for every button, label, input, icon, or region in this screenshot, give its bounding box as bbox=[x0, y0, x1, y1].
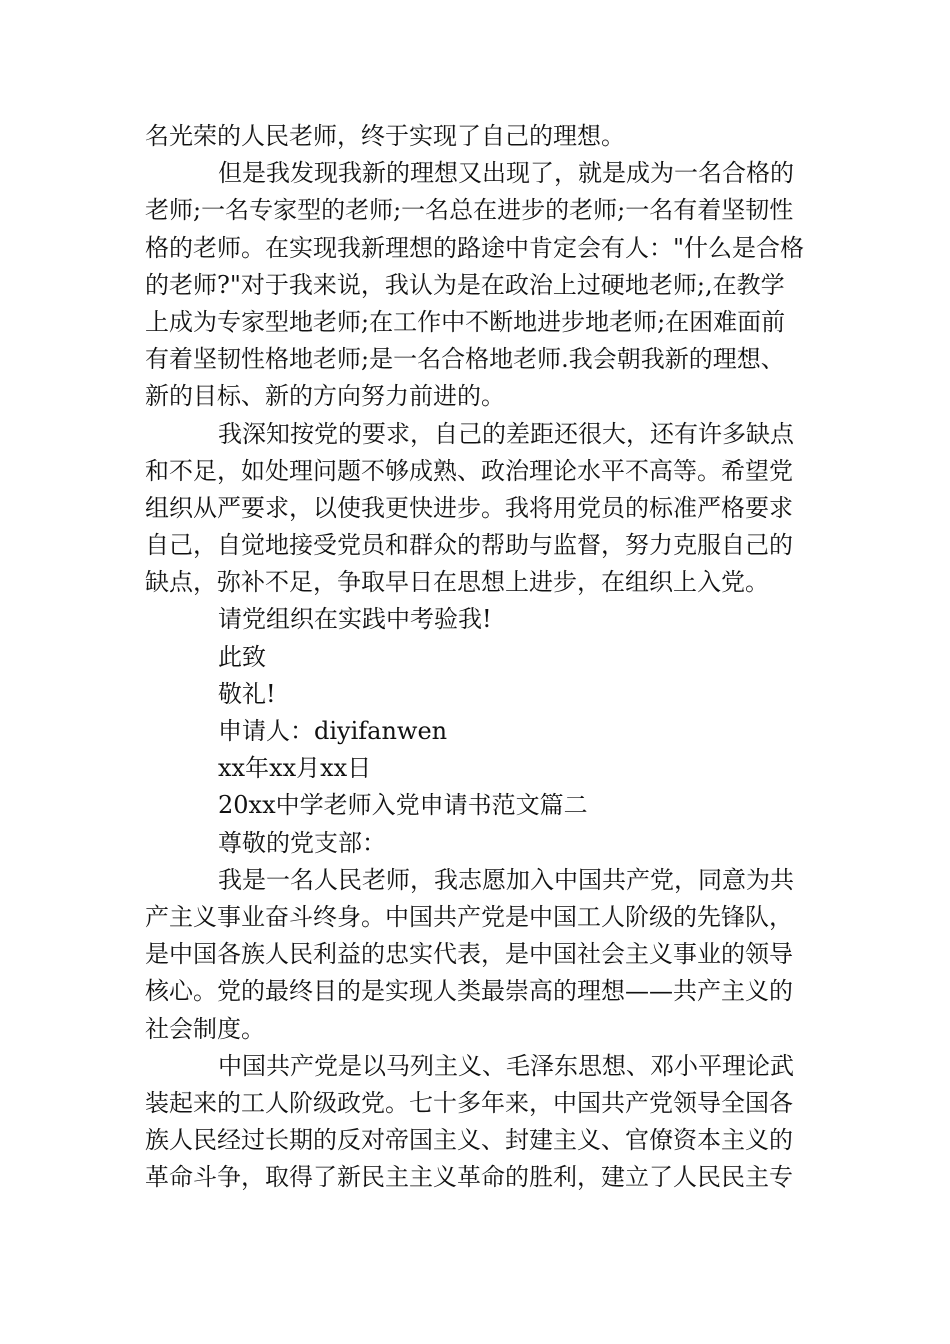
text-line: 20xx中学老师入党申请书范文篇二 bbox=[218, 791, 588, 820]
text-line: 组织从严要求，以使我更快进步。我将用党员的标准严格要求 bbox=[145, 493, 793, 522]
text-line: 老师;一名专家型的老师;一名总在进步的老师;一名有着坚韧性 bbox=[145, 196, 794, 225]
text-line: 名光荣的人民老师，终于实现了自己的理想。 bbox=[145, 122, 625, 150]
text-line: 我是一名人民老师，我志愿加入中国共产党，同意为共 bbox=[218, 865, 794, 894]
text-line: 请党组织在实践中考验我! bbox=[218, 605, 492, 634]
text-line: 有着坚韧性格地老师;是一名合格地老师.我会朝我新的理想、 bbox=[145, 345, 785, 374]
text-line: 装起来的工人阶级政党。七十多年来，中国共产党领导全国各 bbox=[145, 1088, 793, 1117]
text-line: 敬礼! bbox=[218, 679, 276, 708]
text-line: 核心。党的最终目的是实现人类最崇高的理想——共产主义的 bbox=[145, 977, 793, 1006]
text-line: 此致 bbox=[218, 642, 266, 671]
text-line: 族人民经过长期的反对帝国主义、封建主义、官僚资本主义的 bbox=[145, 1126, 793, 1155]
text-line: xx年xx月xx日 bbox=[218, 754, 372, 783]
text-line: 格的老师。在实现我新理想的路途中肯定会有人："什么是合格 bbox=[145, 233, 805, 262]
document-body bbox=[145, 118, 805, 1196]
text-line: 新的目标、新的方向努力前进的。 bbox=[145, 382, 505, 411]
text-line: 申请人：diyifanwen bbox=[218, 717, 448, 745]
text-line: 尊敬的党支部： bbox=[218, 828, 386, 857]
text-line: 和不足，如处理问题不够成熟、政治理论水平不高等。希望党 bbox=[145, 456, 793, 485]
text-line: 社会制度。 bbox=[145, 1014, 265, 1043]
text-line: 是中国各族人民利益的忠实代表，是中国社会主义事业的领导 bbox=[145, 940, 793, 969]
text-line: 的老师?"对于我来说，我认为是在政治上过硬地老师;,在教学 bbox=[145, 270, 785, 299]
text-line: 革命斗争，取得了新民主主义革命的胜利，建立了人民民主专 bbox=[145, 1163, 793, 1192]
text-line: 产主义事业奋斗终身。中国共产党是中国工人阶级的先锋队， bbox=[145, 902, 793, 931]
text-line: 我深知按党的要求，自己的差距还很大，还有许多缺点 bbox=[218, 419, 794, 448]
text-line: 自己，自觉地接受党员和群众的帮助与监督，努力克服自己的 bbox=[145, 531, 793, 560]
text-line: 缺点，弥补不足，争取早日在思想上进步，在组织上入党。 bbox=[145, 568, 769, 597]
text-line: 中国共产党是以马列主义、毛泽东思想、邓小平理论武 bbox=[218, 1051, 794, 1080]
text-line: 但是我发现我新的理想又出现了，就是成为一名合格的 bbox=[218, 159, 794, 188]
text-line: 上成为专家型地老师;在工作中不断地进步地老师;在困难面前 bbox=[145, 307, 786, 336]
